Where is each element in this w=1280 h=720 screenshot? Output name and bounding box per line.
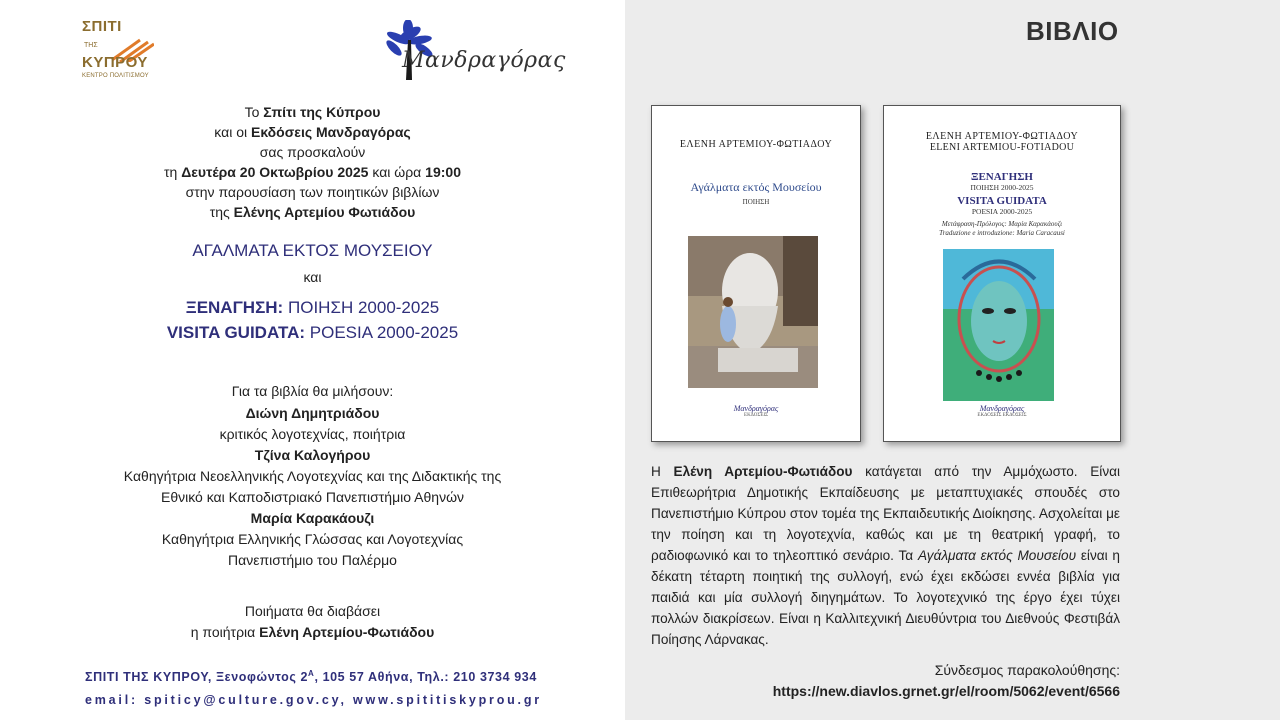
book-cover-translation: Μετάφραση-Πρόλογος: Μαρία Καρακάουζι Traduzione e introduzione: Maria Caracausi: [939, 220, 1065, 237]
book-cover-xenagisi: [883, 105, 1121, 442]
speaker-role: κριτικός λογοτεχνίας, ποιήτρια: [219, 426, 406, 442]
readings-line: η ποιήτρια Ελένη Αρτεμίου-Φωτιάδου: [190, 624, 435, 640]
book-cover-title-gr: ΞΕΝΑΓΗΣΗ: [971, 171, 1033, 183]
invitation-line: στην παρουσίαση των ποιητικών βιβλίων: [185, 184, 440, 200]
speakers-intro: Για τα βιβλία θα μιλήσουν:: [231, 383, 394, 399]
speaker-role: Καθηγήτρια Ελληνικής Γλώσσας και Λογοτεχνίας: [161, 531, 464, 547]
speaker-role: Εθνικό και Καποδιστριακό Πανεπιστήμιο Αθηνών: [160, 489, 464, 505]
invitation-line: και οι Εκδόσεις Μανδραγόρας: [214, 124, 411, 140]
book-cover-agalmata: [651, 105, 861, 442]
invitation-line: Το Σπίτι της Κύπρου: [244, 104, 381, 120]
cover-photo-statue: [688, 236, 818, 388]
footer-contact: [85, 662, 542, 712]
speaker-name: Τζίνα Καλογήρου: [254, 447, 371, 463]
speaker-role: Πανεπιστήμιο του Παλέρμο: [228, 552, 397, 568]
book-title-2: ΞΕΝΑΓΗΣΗ: ΠΟΙΗΣΗ 2000-2025: [185, 298, 440, 317]
book-cover-author-latin: ELENI ARTEMIOU-FOTIADOU: [929, 142, 1075, 153]
book-titles: [0, 238, 625, 345]
speaker-role: Καθηγήτρια Νεοελληνικής Λογοτεχνίας και της Διδακτικής της: [123, 468, 502, 484]
invitation-text: [0, 102, 625, 222]
book-title-1: ΑΓΑΛΜΑΤΑ ΕΚΤΟΣ ΜΟΥΣΕΙΟΥ: [192, 241, 433, 260]
book-cover-publisher: Μανδραγόρας ΕΚΔΟΣΕΙΣ: [733, 404, 779, 418]
book-cover-title-it: VISITA GUIDATA: [957, 195, 1047, 207]
stream-link[interactable]: https://new.diavlos.grnet.gr/el/room/5062/event/6566: [772, 683, 1120, 699]
spiti-tis-kyprou-logo: ΣΠΙΤΙ ΤΗΣ ΚΥΠΡΟΥ ΚΕΝΤΡΟ ΠΟΛΙΤΙΣΜΟΥ: [82, 18, 154, 82]
book-cover-author: ΕΛΕΝΗ ΑΡΤΕΜΙΟΥ-ΦΩΤΙΑΔΟΥ: [925, 131, 1079, 142]
readings-section: [0, 601, 625, 643]
speakers-section: [0, 381, 625, 571]
book-cover-publisher: Μανδραγόρας ΕΚΔΟΣΕΙΣ ΕΚΔΟΣΕΙΣ: [977, 404, 1027, 418]
page-heading: ΒΙΒΛΙΟ: [1026, 16, 1119, 46]
stream-link-label: Σύνδεσμος παρακολούθησης:: [934, 662, 1120, 678]
invitation-line: σας προσκαλούν: [259, 144, 366, 160]
book-title-3: VISITA GUIDATA: POESIA 2000-2025: [166, 323, 459, 342]
mandragoras-logo: Μανδραγόρας: [380, 20, 560, 82]
invitation-line: της Ελένης Αρτεμίου Φωτιάδου: [209, 204, 416, 220]
footer-address: ΣΠΙΤΙ ΤΗΣ ΚΥΠΡΟΥ, Ξενοφώντος $2^A$, 105 57 Αθήνα, Τηλ.: 210 3734 934: [85, 669, 537, 685]
book-cover-subtitle-gr: ΠΟΙΗΣΗ 2000-2025: [970, 183, 1034, 192]
book-cover-subtitle-it: POESIA 2000-2025: [971, 207, 1033, 216]
invitation-panel: [0, 0, 625, 720]
book-cover-author: ΕΛΕΝΗ ΑΡΤΕΜΙΟΥ-ΦΩΤΙΑΔΟΥ: [679, 139, 833, 150]
readings-line: Ποιήματα θα διαβάσει: [244, 603, 381, 619]
invitation-date-line: τη Δευτέρα 20 Οκτωβρίου 2025 και ώρα 19:00: [164, 164, 461, 180]
book-cover-title: Αγάλματα εκτός Μουσείου: [690, 180, 822, 194]
and-text: και: [303, 269, 322, 285]
author-bio: Η Ελένη Αρτεμίου-Φωτιάδου κατάγεται από την Αμμόχωστο. Είναι Επιθεωρήτρια Δημοτικής Εκπαίδευσης με μεταπτυχιακές σπουδές στο Πανεπιστήμιο Κύπρου στον τομέα της Εκπαιδευτικής Διοίκησης. Ασχολείται με την ποίηση και τη λογοτεχνία, καθώς και με τη θεατρική γραφή, το ραδιοφωνικό και το τηλεοπτικό σενάριο. Τα Αγάλματα εκτός Μουσείου είναι η δέκατη τέταρτη ποιητική της συλλογή, ενώ έχει εκδώσει εννέα βιβλία για παιδιά και μία συλλογή διηγημάτων. Το λογοτεχνικό της έργο έχει τύχει πολλών διακρίσεων. Είναι η Καλλιτεχνική Διευθύντρια του Διεθνούς Φεστιβάλ Ποίησης Λάρνακας.: [651, 464, 1120, 647]
speaker-name: Διώνη Δημητριάδου: [245, 405, 380, 421]
footer-email-web[interactable]: email: spiticy@culture.gov.cy, www.spititiskyprou.gr: [85, 693, 542, 708]
cover-painting-face: [943, 249, 1054, 401]
speaker-name: Μαρία Καρακάουζι: [250, 510, 375, 526]
book-cover-subtitle: ΠΟΙΗΣΗ: [742, 198, 770, 206]
